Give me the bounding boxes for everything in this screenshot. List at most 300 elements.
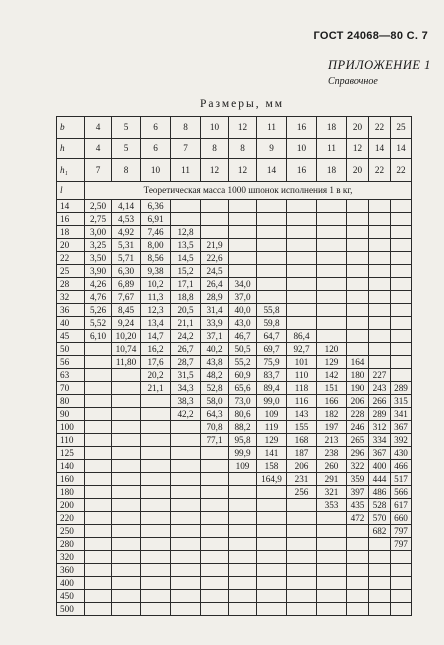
mass-cell — [369, 330, 391, 343]
mass-cell: 20,2 — [141, 369, 171, 382]
mass-cell: 6,89 — [112, 278, 141, 291]
mass-cell: 155 — [287, 421, 317, 434]
length-cell: 200 — [57, 499, 85, 512]
mass-cell — [141, 551, 171, 564]
table-row — [57, 551, 412, 564]
mass-cell — [317, 564, 347, 577]
mass-cell — [171, 213, 201, 226]
mass-cell — [112, 473, 141, 486]
mass-cell: 65,6 — [229, 382, 257, 395]
mass-cell — [229, 226, 257, 239]
mass-cell — [391, 291, 412, 304]
mass-cell — [229, 590, 257, 603]
mass-cell — [287, 265, 317, 278]
mass-cell: 5,26 — [85, 304, 112, 317]
mass-cell — [201, 499, 229, 512]
mass-cell: 17,6 — [141, 356, 171, 369]
mass-cell — [347, 200, 369, 213]
mass-cell — [369, 239, 391, 252]
table-row — [57, 343, 412, 356]
mass-cell: 64,3 — [201, 408, 229, 421]
mass-cell — [171, 590, 201, 603]
mass-cell — [369, 551, 391, 564]
mass-cell: 58,0 — [201, 395, 229, 408]
mass-cell: 26,7 — [171, 343, 201, 356]
b-cell: 12 — [229, 117, 257, 139]
length-cell: 63 — [57, 369, 85, 382]
mass-cell — [317, 226, 347, 239]
mass-cell — [347, 213, 369, 226]
mass-cell — [85, 382, 112, 395]
table-row — [57, 226, 412, 239]
table-row — [57, 317, 412, 330]
mass-cell — [347, 239, 369, 252]
mass-cell — [229, 512, 257, 525]
mass-cell: 570 — [369, 512, 391, 525]
b-cell: 6 — [141, 117, 171, 139]
mass-cell: 26,4 — [201, 278, 229, 291]
table-row — [57, 213, 412, 226]
mass-cell: 141 — [257, 447, 287, 460]
mass-cell — [391, 356, 412, 369]
h-cell: 9 — [257, 139, 287, 159]
mass-cell: 55,2 — [229, 356, 257, 369]
mass-cell: 246 — [347, 421, 369, 434]
mass-cell — [287, 200, 317, 213]
mass-cell — [369, 278, 391, 291]
mass-cell: 5,71 — [112, 252, 141, 265]
table-caption: Размеры, мм — [200, 98, 285, 110]
mass-cell — [201, 564, 229, 577]
length-cell: 50 — [57, 343, 85, 356]
mass-cell: 7,67 — [112, 291, 141, 304]
length-cell: 20 — [57, 239, 85, 252]
mass-cell: 69,7 — [257, 343, 287, 356]
mass-cell: 83,7 — [257, 369, 287, 382]
length-cell: 500 — [57, 603, 85, 616]
table-row — [57, 421, 412, 434]
mass-cell — [347, 564, 369, 577]
mass-cell — [257, 291, 287, 304]
mass-cell: 266 — [369, 395, 391, 408]
mass-cell: 48,2 — [201, 369, 229, 382]
mass-cell — [391, 577, 412, 590]
mass-cell: 9,24 — [112, 317, 141, 330]
mass-cell — [141, 421, 171, 434]
mass-cell — [347, 525, 369, 538]
mass-cell: 8,56 — [141, 252, 171, 265]
mass-cell — [141, 434, 171, 447]
table-row — [57, 564, 412, 577]
mass-cell — [391, 330, 412, 343]
table-row — [57, 486, 412, 499]
mass-cell: 392 — [391, 434, 412, 447]
mass-cell: 95,8 — [229, 434, 257, 447]
mass-cell — [112, 538, 141, 551]
mass-cell: 168 — [287, 434, 317, 447]
mass-cell: 517 — [391, 473, 412, 486]
mass-cell: 21,1 — [171, 317, 201, 330]
mass-cell: 14,7 — [141, 330, 171, 343]
mass-cell — [369, 226, 391, 239]
mass-cell: 20,5 — [171, 304, 201, 317]
mass-cell: 151 — [317, 382, 347, 395]
mass-cell: 109 — [257, 408, 287, 421]
mass-cell — [257, 538, 287, 551]
mass-cell: 367 — [391, 421, 412, 434]
mass-cell — [369, 564, 391, 577]
mass-cell — [287, 603, 317, 616]
mass-cell — [112, 369, 141, 382]
mass-cell: 291 — [317, 473, 347, 486]
length-cell: 56 — [57, 356, 85, 369]
mass-cell — [391, 317, 412, 330]
table-row — [57, 512, 412, 525]
mass-cell: 397 — [347, 486, 369, 499]
h-label: h — [57, 139, 85, 159]
mass-cell: 4,14 — [112, 200, 141, 213]
mass-cell — [201, 512, 229, 525]
mass-cell — [112, 486, 141, 499]
mass-cell — [229, 200, 257, 213]
length-cell: 80 — [57, 395, 85, 408]
mass-cell — [347, 226, 369, 239]
mass-cell: 3,50 — [85, 252, 112, 265]
mass-cell: 110 — [287, 369, 317, 382]
mass-cell — [141, 447, 171, 460]
mass-cell — [229, 564, 257, 577]
mass-cell: 367 — [369, 447, 391, 460]
appendix-subtitle: Справочное — [328, 76, 378, 87]
mass-cell — [85, 356, 112, 369]
b-cell: 16 — [287, 117, 317, 139]
mass-cell: 12,3 — [141, 304, 171, 317]
mass-cell — [171, 421, 201, 434]
mass-cell: 231 — [287, 473, 317, 486]
table-row — [57, 382, 412, 395]
mass-cell — [347, 343, 369, 356]
mass-cell — [257, 213, 287, 226]
table-row — [57, 330, 412, 343]
mass-cell: 4,53 — [112, 213, 141, 226]
mass-cell — [229, 239, 257, 252]
mass-cell: 5,31 — [112, 239, 141, 252]
mass-cell — [112, 499, 141, 512]
mass-cell — [171, 551, 201, 564]
table-row — [57, 278, 412, 291]
mass-cell: 206 — [287, 460, 317, 473]
mass-cell — [112, 408, 141, 421]
mass-cell — [229, 538, 257, 551]
length-cell: 180 — [57, 486, 85, 499]
mass-cell — [257, 577, 287, 590]
mass-cell: 797 — [391, 525, 412, 538]
mass-cell — [201, 551, 229, 564]
mass-cell: 7,46 — [141, 226, 171, 239]
mass-cell: 321 — [317, 486, 347, 499]
mass-cell: 4,26 — [85, 278, 112, 291]
mass-cell: 59,8 — [257, 317, 287, 330]
mass-cell: 322 — [347, 460, 369, 473]
mass-cell: 260 — [317, 460, 347, 473]
mass-cell — [317, 291, 347, 304]
table-row — [57, 239, 412, 252]
mass-cell — [287, 304, 317, 317]
mass-cell: 43,8 — [201, 356, 229, 369]
mass-cell — [287, 317, 317, 330]
mass-cell: 101 — [287, 356, 317, 369]
mass-cell — [317, 525, 347, 538]
mass-cell: 89,4 — [257, 382, 287, 395]
mass-cell — [85, 369, 112, 382]
mass-cell — [171, 200, 201, 213]
mass-cell: 50,5 — [229, 343, 257, 356]
mass-cell — [171, 473, 201, 486]
mass-cell — [229, 551, 257, 564]
l-label: l — [57, 182, 85, 200]
mass-cell: 17,1 — [171, 278, 201, 291]
table-row — [57, 447, 412, 460]
table-row — [57, 473, 412, 486]
mass-cell — [112, 421, 141, 434]
mass-cell: 4,76 — [85, 291, 112, 304]
mass-cell: 341 — [391, 408, 412, 421]
mass-cell — [171, 564, 201, 577]
mass-cell: 22,6 — [201, 252, 229, 265]
mass-cell: 180 — [347, 369, 369, 382]
mass-cell: 75,9 — [257, 356, 287, 369]
mass-cell: 42,2 — [171, 408, 201, 421]
table-row — [57, 265, 412, 278]
mass-cell: 11,3 — [141, 291, 171, 304]
h-cell: 7 — [171, 139, 201, 159]
mass-cell — [85, 577, 112, 590]
mass-cell — [141, 408, 171, 421]
mass-cell — [229, 486, 257, 499]
mass-cell — [287, 525, 317, 538]
mass-cell — [85, 603, 112, 616]
mass-cell: 187 — [287, 447, 317, 460]
mass-cell — [391, 590, 412, 603]
mass-cell — [369, 265, 391, 278]
mass-cell — [391, 304, 412, 317]
mass-cell: 6,10 — [85, 330, 112, 343]
mass-cell — [85, 473, 112, 486]
mass-cell — [257, 564, 287, 577]
mass-cell — [171, 577, 201, 590]
mass-cell: 486 — [369, 486, 391, 499]
mass-cell: 3,25 — [85, 239, 112, 252]
mass-cell: 8,45 — [112, 304, 141, 317]
mass-cell — [287, 278, 317, 291]
mass-cell: 6,36 — [141, 200, 171, 213]
mass-cell: 238 — [317, 447, 347, 460]
mass-cell: 118 — [287, 382, 317, 395]
length-cell: 110 — [57, 434, 85, 447]
mass-cell — [85, 525, 112, 538]
mass-cell — [141, 460, 171, 473]
mass-cell — [347, 304, 369, 317]
mass-cell — [112, 577, 141, 590]
mass-cell: 265 — [347, 434, 369, 447]
mass-cell — [141, 395, 171, 408]
mass-cell — [317, 538, 347, 551]
b-cell: 5 — [112, 117, 141, 139]
mass-cell — [112, 590, 141, 603]
h1-cell: 10 — [141, 159, 171, 182]
mass-cell — [85, 486, 112, 499]
mass-cell — [257, 252, 287, 265]
mass-cell — [347, 551, 369, 564]
mass-cell — [201, 460, 229, 473]
appendix-title: ПРИЛОЖЕНИЕ 1 — [328, 58, 431, 72]
mass-cell — [229, 499, 257, 512]
mass-cell — [85, 551, 112, 564]
mass-cell — [391, 603, 412, 616]
page-header: ГОСТ 24068—80 С. 7 — [313, 30, 428, 42]
h1-cell: 8 — [112, 159, 141, 182]
mass-cell — [369, 538, 391, 551]
table-row — [57, 577, 412, 590]
length-cell: 280 — [57, 538, 85, 551]
b-row — [57, 117, 412, 139]
mass-cell: 166 — [317, 395, 347, 408]
mass-cell: 315 — [391, 395, 412, 408]
h1-cell: 11 — [171, 159, 201, 182]
mass-cell: 6,91 — [141, 213, 171, 226]
mass-cell — [391, 551, 412, 564]
mass-cell — [229, 577, 257, 590]
mass-cell — [85, 421, 112, 434]
length-cell: 90 — [57, 408, 85, 421]
mass-cell — [391, 278, 412, 291]
mass-cell — [347, 317, 369, 330]
mass-cell: 289 — [369, 408, 391, 421]
length-cell: 100 — [57, 421, 85, 434]
h1-cell: 16 — [287, 159, 317, 182]
h-row — [57, 139, 412, 159]
mass-cell — [171, 603, 201, 616]
mass-cell — [229, 213, 257, 226]
length-cell: 140 — [57, 460, 85, 473]
mass-cell — [201, 473, 229, 486]
h-cell: 6 — [141, 139, 171, 159]
mass-cell — [369, 577, 391, 590]
mass-cell — [347, 590, 369, 603]
mass-cell — [112, 525, 141, 538]
b-cell: 22 — [369, 117, 391, 139]
mass-cell — [141, 564, 171, 577]
mass-cell — [287, 291, 317, 304]
mass-cell — [171, 512, 201, 525]
mass-cell — [347, 577, 369, 590]
table-row — [57, 603, 412, 616]
mass-cell — [369, 317, 391, 330]
mass-cell — [171, 434, 201, 447]
mass-cell — [171, 447, 201, 460]
h-cell: 4 — [85, 139, 112, 159]
length-cell: 250 — [57, 525, 85, 538]
mass-cell: 142 — [317, 369, 347, 382]
mass-cell: 164 — [347, 356, 369, 369]
mass-cell: 129 — [317, 356, 347, 369]
mass-cell — [85, 512, 112, 525]
mass-cell: 13,4 — [141, 317, 171, 330]
mass-cell — [391, 200, 412, 213]
mass-cell — [201, 447, 229, 460]
mass-cell: 13,5 — [171, 239, 201, 252]
mass-cell: 28,7 — [171, 356, 201, 369]
mass-cell — [85, 408, 112, 421]
mass-cell: 164,9 — [257, 473, 287, 486]
length-cell: 400 — [57, 577, 85, 590]
mass-cell — [317, 317, 347, 330]
mass-cell: 40,2 — [201, 343, 229, 356]
length-cell: 16 — [57, 213, 85, 226]
h1-row — [57, 159, 412, 182]
mass-cell — [369, 590, 391, 603]
mass-cell — [229, 603, 257, 616]
mass-cell: 190 — [347, 382, 369, 395]
mass-cell — [317, 200, 347, 213]
mass-cell — [112, 564, 141, 577]
mass-cell — [201, 590, 229, 603]
mass-cell: 4,92 — [112, 226, 141, 239]
mass-cell — [391, 265, 412, 278]
mass-cell — [287, 551, 317, 564]
mass-cell — [257, 239, 287, 252]
b-cell: 10 — [201, 117, 229, 139]
mass-cell: 37,1 — [201, 330, 229, 343]
mass-cell — [317, 590, 347, 603]
mass-cell: 435 — [347, 499, 369, 512]
mass-cell — [369, 213, 391, 226]
length-cell: 45 — [57, 330, 85, 343]
mass-cell — [201, 486, 229, 499]
mass-cell: 660 — [391, 512, 412, 525]
mass-cell — [347, 538, 369, 551]
mass-cell: 10,2 — [141, 278, 171, 291]
mass-cell — [369, 356, 391, 369]
mass-cell — [171, 499, 201, 512]
length-cell: 36 — [57, 304, 85, 317]
mass-cell: 444 — [369, 473, 391, 486]
mass-cell: 31,4 — [201, 304, 229, 317]
mass-cell — [85, 447, 112, 460]
mass-cell — [229, 252, 257, 265]
h-cell: 8 — [201, 139, 229, 159]
mass-cell — [257, 226, 287, 239]
mass-cell — [171, 486, 201, 499]
mass-cell — [112, 395, 141, 408]
b-cell: 25 — [391, 117, 412, 139]
length-cell: 125 — [57, 447, 85, 460]
mass-cell — [201, 538, 229, 551]
b-cell: 11 — [257, 117, 287, 139]
mass-cell: 617 — [391, 499, 412, 512]
mass-cell: 77,1 — [201, 434, 229, 447]
table-row — [57, 434, 412, 447]
mass-cell — [112, 603, 141, 616]
length-cell: 32 — [57, 291, 85, 304]
mass-cell: 10,20 — [112, 330, 141, 343]
mass-cell: 99,9 — [229, 447, 257, 460]
h-cell: 5 — [112, 139, 141, 159]
mass-cell — [369, 304, 391, 317]
mass-cell — [85, 590, 112, 603]
mass-cell — [257, 590, 287, 603]
mass-cell — [257, 278, 287, 291]
